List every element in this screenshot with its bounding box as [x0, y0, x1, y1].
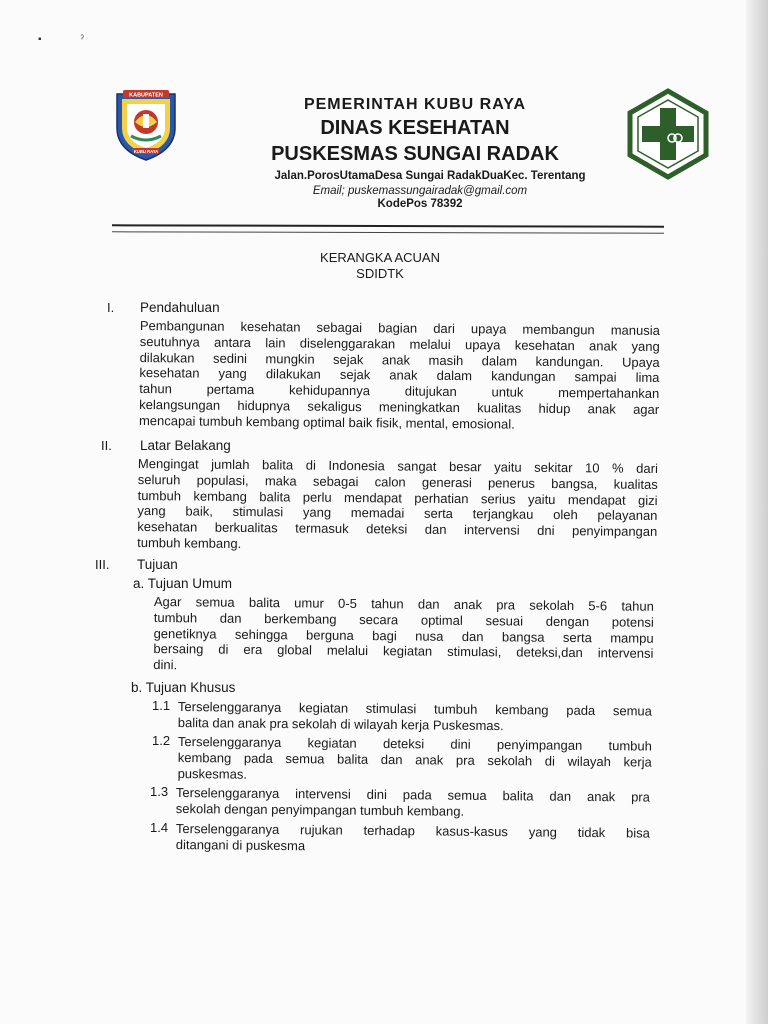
text-line: sekolah dengan penyimpangan tumbuh kembang.	[175, 800, 465, 819]
text-line: tahun pertama kehidupannya ditujukan untuk mempertahankan	[139, 381, 660, 402]
subsection-tujuan-umum: a. Tujuan Umum	[133, 576, 233, 591]
text-line: balita dan anak pra sekolah di wilayah kerja Puskesmas.	[177, 714, 504, 733]
header-rule-thin	[112, 231, 664, 233]
text-line: kesehatan yang dilakukan sejak anak dalam kandungan sampai lima	[139, 365, 660, 386]
item-text-1-4	[176, 821, 650, 857]
header-address: Jalan.PorosUtamaDesa Sungai RadakDuaKec. Terentang	[274, 170, 586, 182]
text-line: ditangani di puskesma	[175, 836, 306, 854]
scan-specks: ▪ ˀ	[38, 34, 102, 45]
item-number-1-1: 1.1	[152, 698, 171, 713]
text-line: genetiknya sehingga berguna bagi nusa dan bangsa serta mampu	[153, 625, 654, 646]
header-postal-code: KodePos 78392	[377, 198, 463, 210]
text-line: Terselenggaranya kegiatan stimulasi tumbuh kembang pada semua	[177, 699, 652, 719]
item-text-1-1	[178, 699, 652, 735]
text-line: tumbuh dan berkembang secara optimal sesuai dengan potensi	[153, 609, 654, 630]
section-number-3: III.	[95, 557, 110, 572]
section-number-2: II.	[101, 438, 112, 453]
section-heading-latar-belakang: Latar Belakang	[140, 438, 231, 453]
puskesmas-cross-icon	[622, 88, 714, 180]
text-line: mencapai tumbuh kembang optimal baik fisik, mental, emosional.	[138, 412, 515, 432]
text-line: Terselenggaranya intervensi dini pada semua balita dan anak pra	[175, 785, 650, 805]
document-subtitle: SDIDTK	[356, 266, 404, 281]
text-line: tumbuh kembang.	[137, 534, 242, 551]
item-number-1-3: 1.3	[150, 784, 169, 799]
section-heading-pendahuluan: Pendahuluan	[140, 300, 220, 315]
text-line: Pembangunan kesehatan sebagai bagian dari upaya membangun manusia	[139, 318, 660, 338]
section-heading-tujuan: Tujuan	[137, 557, 178, 572]
text-line: tumbuh kembang balita perlu mendapat perhatian serius yaitu mendapat gizi	[137, 487, 658, 508]
section-number-1: I.	[107, 300, 115, 315]
text-line: dini.	[153, 657, 178, 673]
text-line: yang baik, stimulasi yang memadai serta terjangkau oleh pelayanan	[137, 503, 658, 524]
section-body-latar-belakang	[137, 456, 658, 556]
header-rule-thick	[112, 224, 664, 227]
page-edge-shadow	[746, 0, 768, 1024]
text-line: Terselenggaranya rujukan terhadap kasus-kasus yang tidak bisa	[175, 821, 650, 841]
kubu-raya-emblem-icon	[113, 88, 179, 162]
text-line: puskesmas.	[177, 765, 248, 782]
text-line: kelangsungan hidupnya sekaligus meningkatkan kualitas hidup anak agar	[139, 396, 660, 417]
svg-text:KABUPATEN: KABUPATEN	[129, 92, 163, 99]
document-title: KERANGKA ACUAN	[320, 250, 440, 265]
subsection-body-tujuan-umum	[153, 594, 654, 678]
header-government: PEMERINTAH KUBU RAYA	[303, 96, 527, 113]
text-line: seutuhnya antara lain diselenggarakan melalui upaya kesehatan anak yang	[139, 333, 660, 354]
header-institution: PUSKESMAS SUNGAI RADAK	[271, 143, 559, 165]
header-department: DINAS KESEHATAN	[320, 117, 510, 139]
item-number-1-4: 1.4	[150, 820, 169, 835]
svg-text:KUBU RAYA: KUBU RAYA	[133, 148, 159, 154]
subsection-tujuan-khusus: b. Tujuan Khusus	[131, 680, 236, 695]
text-line: kesehatan berkualitas termasuk deteksi dan intervensi dni penyimpangan	[137, 519, 658, 540]
text-line: seluruh populasi, maka sebagai calon generasi penerus bangsa, kualitas	[137, 471, 658, 492]
text-line: kembang pada semua balita dan anak pra sekolah di wilayah kerja	[177, 749, 652, 770]
item-number-1-2: 1.2	[152, 733, 171, 748]
item-text-1-2	[178, 734, 652, 786]
text-line: Mengingat jumlah balita di Indonesia sangat besar yaitu sekitar 10 % dari	[137, 456, 658, 476]
item-text-1-3	[176, 785, 650, 821]
text-line: bersaing di era global melalui kegiatan stimulasi, deteksi,dan intervensi	[153, 641, 654, 662]
text-line: Agar semua balita umur 0-5 tahun dan anak pra sekolah 5-6 tahun	[153, 594, 654, 614]
section-body-pendahuluan	[139, 318, 660, 434]
text-line: dilakukan sedini mungkin sejak anak masih dalam kandungan. Upaya	[139, 349, 660, 370]
header-email: Email; puskemassungairadak@gmail.com	[312, 185, 528, 197]
text-line: Terselenggaranya kegiatan deteksi dini penyimpangan tumbuh	[177, 734, 652, 754]
